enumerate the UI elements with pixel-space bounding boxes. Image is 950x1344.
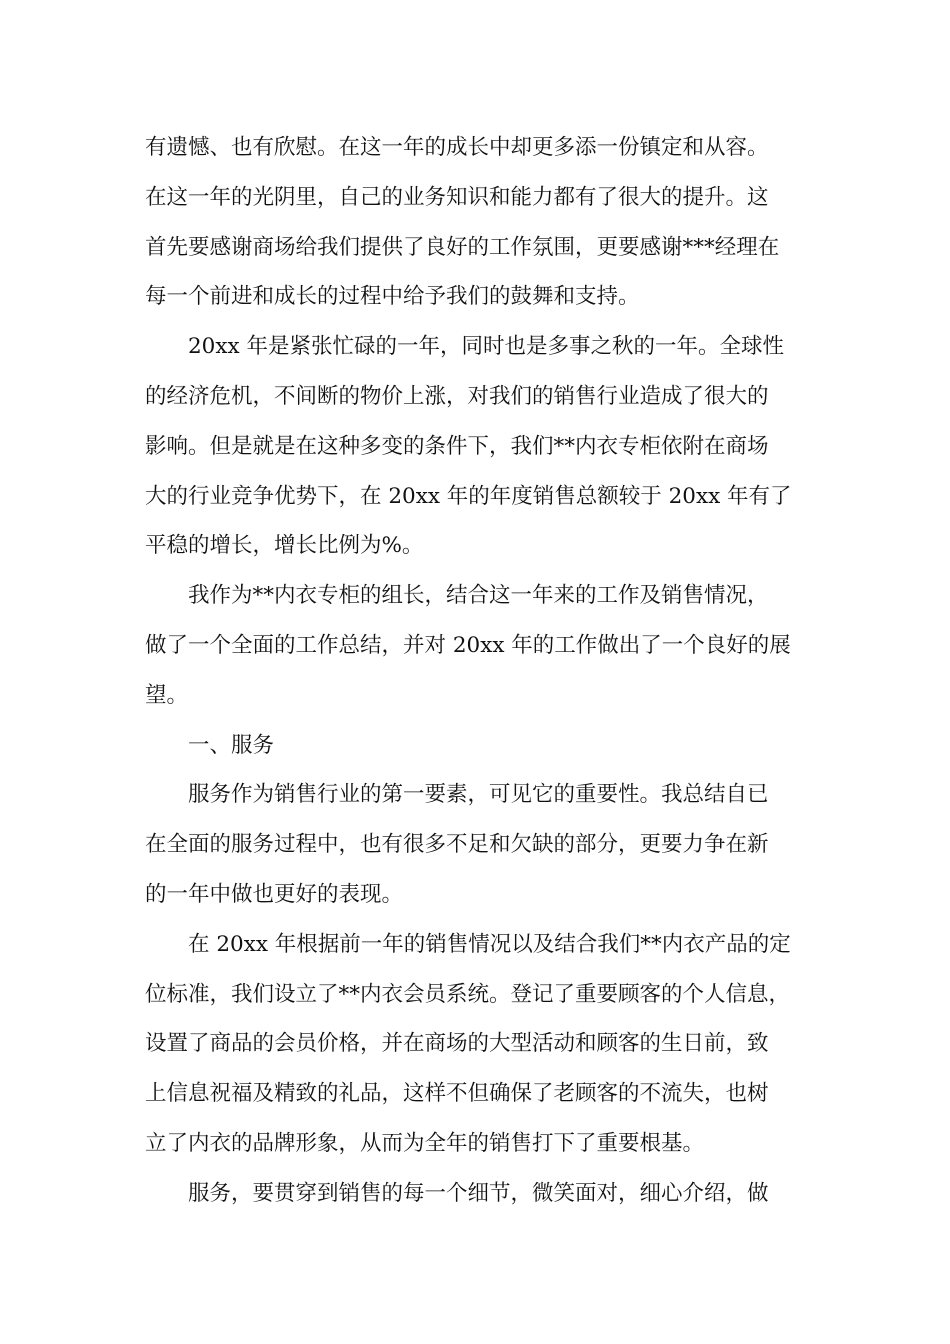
- text-line: 首先要感谢商场给我们提供了良好的工作氛围，更要感谢***经理在: [145, 234, 780, 260]
- paragraph-first-line: 我作为**内衣专柜的组长，结合这一年来的工作及销售情况，: [188, 583, 769, 609]
- text-line: 做了一个全面的工作总结，并对 20xx 年的工作做出了一个良好的展: [145, 632, 791, 658]
- paragraph-first-line: 服务作为销售行业的第一要素，可见它的重要性。我总结自已: [188, 782, 769, 808]
- text-line: 平稳的增长，增长比例为%。: [145, 533, 424, 559]
- text-line: 位标准，我们设立了**内衣会员系统。登记了重要顾客的个人信息，: [145, 981, 791, 1007]
- section-heading: 一、服务: [188, 732, 275, 758]
- text-line: 有遗憾、也有欣慰。在这一年的成长中却更多添一份镇定和从容。: [145, 135, 769, 160]
- text-line: 影响。但是就是在这种多变的条件下，我们**内衣专柜依附在商场: [145, 433, 769, 459]
- text-line: 设置了商品的会员价格，并在商场的大型活动和顾客的生日前，致: [145, 1031, 769, 1057]
- paragraph-first-line: 20xx 年是紧张忙碌的一年，同时也是多事之秋的一年。全球性: [188, 334, 784, 360]
- text-line: 望。: [145, 682, 189, 708]
- text-line: 上信息祝福及精致的礼品，这样不但确保了老顾客的不流失，也树: [145, 1081, 769, 1107]
- paragraph-first-line: 在 20xx 年根据前一年的销售情况以及结合我们**内衣产品的定: [188, 931, 791, 957]
- text-line: 在全面的服务过程中，也有很多不足和欠缺的部分，更要力争在新: [145, 832, 769, 858]
- document-body: [145, 123, 810, 1219]
- text-line: 立了内衣的品牌形象，从而为全年的销售打下了重要根基。: [145, 1130, 705, 1156]
- text-line: 在这一年的光阴里，自己的业务知识和能力都有了很大的提升。这: [145, 184, 769, 210]
- text-line: 的一年中做也更好的表现。: [145, 881, 404, 907]
- paragraph-first-line: 服务，要贯穿到销售的每一个细节，微笑面对，细心介绍，做: [188, 1180, 769, 1206]
- text-line: 大的行业竞争优势下，在 20xx 年的年度销售总额较于 20xx 年有了: [145, 483, 792, 509]
- text-line: 每一个前进和成长的过程中给予我们的鼓舞和支持。: [145, 284, 640, 310]
- text-line: 的经济危机，不间断的物价上涨，对我们的销售行业造成了很大的: [145, 383, 769, 409]
